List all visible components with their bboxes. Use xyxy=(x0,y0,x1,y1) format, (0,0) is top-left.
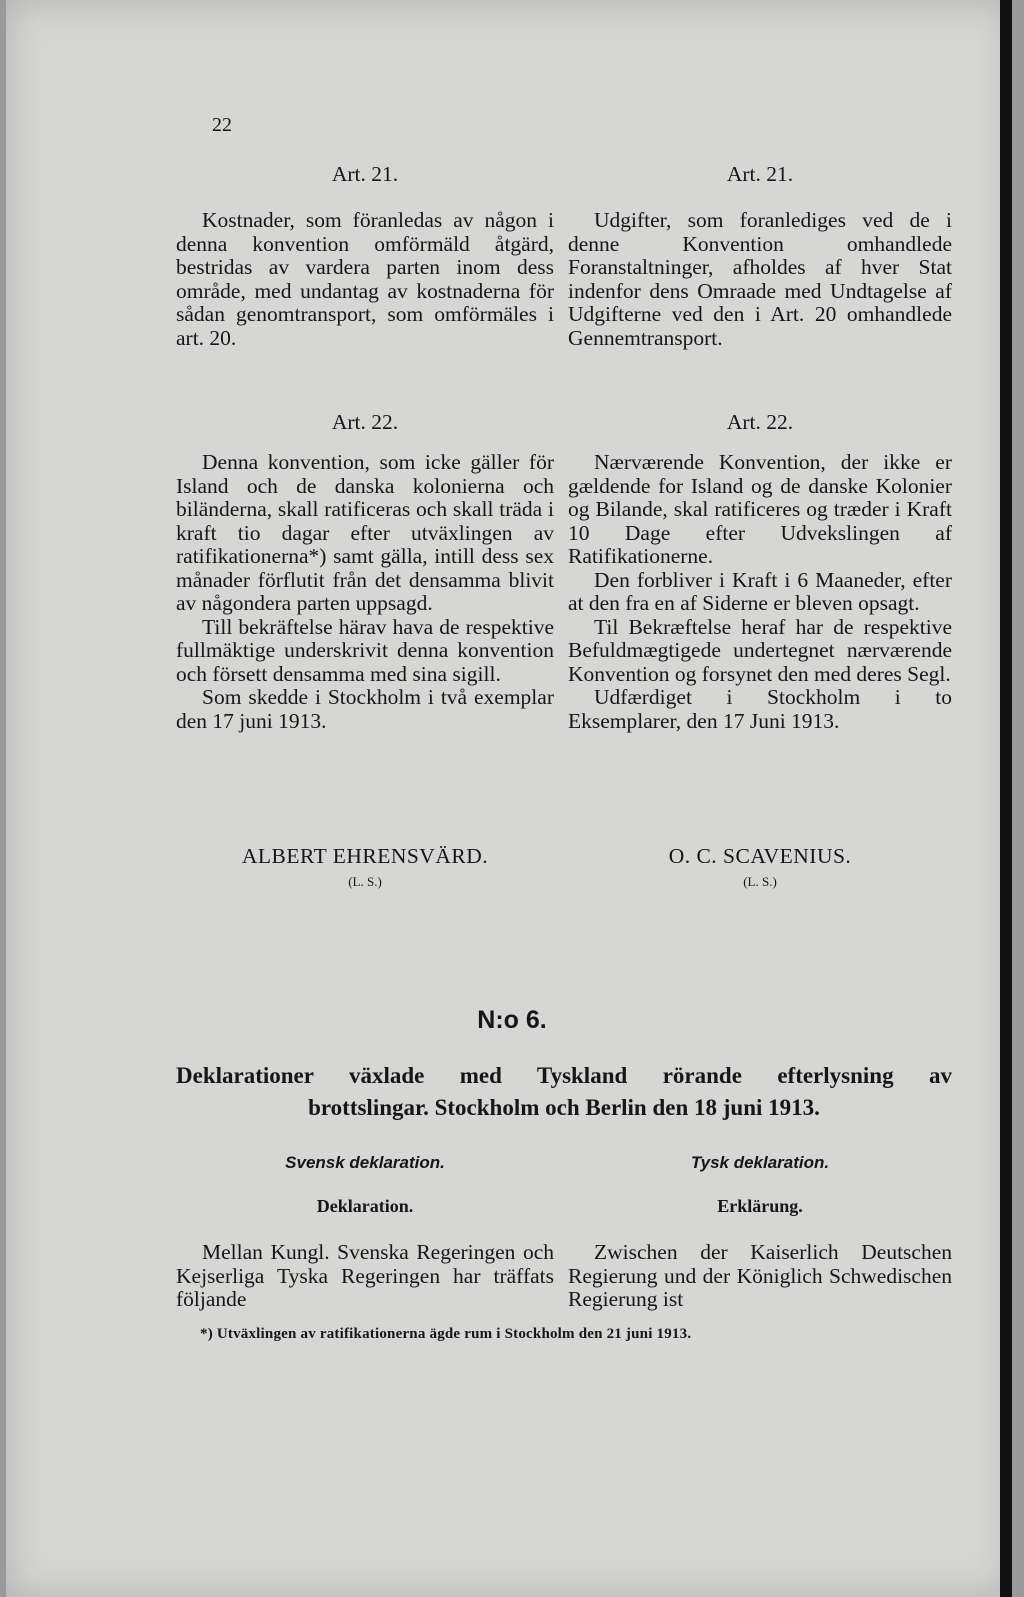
left-art21-heading: Art. 21. xyxy=(331,162,399,186)
left-seal: (L. S.) xyxy=(348,874,382,889)
right-art22-heading: Art. 22. xyxy=(726,410,794,434)
german-declaration-block xyxy=(568,1241,952,1312)
german-declaration-label: Tysk deklaration. xyxy=(690,1153,830,1172)
left-signature: ALBERT EHRENSVÄRD. xyxy=(241,844,489,868)
left-art22-p2: Till bekräftelse härav hava de respektive fullmäktige underskrivit denna konvention och försett densamma med sina sigill. xyxy=(176,614,554,686)
right-signature: O. C. SCAVENIUS. xyxy=(668,844,852,868)
right-art22-text-block xyxy=(568,451,952,733)
right-seal: (L. S.) xyxy=(743,874,777,889)
right-art21-text-block xyxy=(568,209,952,350)
page-number: 22 xyxy=(212,114,232,136)
left-art22-heading: Art. 22. xyxy=(331,410,399,434)
right-art22-p1: Nærværende Konvention, der ikke er gældende for Island og de danske Kolonier og Bilande, skal ratificeres og træder i Kraft 10 Dage efter Udvekslingen af Ratifikationerne. xyxy=(568,450,952,568)
footnote: *) Utväxlingen av ratifikationerna ägde rum i Stockholm den 21 juni 1913. xyxy=(200,1326,692,1342)
section-title-line1: Deklarationer växlade med Tyskland rörande efterlysning av xyxy=(176,1063,952,1088)
left-art22-p3: Som skedde i Stockholm i två exemplar den 17 juni 1913. xyxy=(176,685,554,733)
right-art22-p4: Udfærdiget i Stockholm i to Eksemplarer, den 17 Juni 1913. xyxy=(568,685,952,733)
right-art22-p3: Til Bekræftelse heraf har de respektive Befuldmægtigede undertegnet nærværende Konvention og forsynet den med deres Segl. xyxy=(568,614,952,686)
section-number: N:o 6. xyxy=(477,1006,547,1034)
left-art21-text: Kostnader, som föranledas av någon i denna konvention omförmäld åtgärd, bestridas av vardera parten inom dess område, med undantag av kostnaderna för sådan genomtransport, som omförmäles i art. 20. xyxy=(176,208,554,350)
german-declaration-heading: Erklärung. xyxy=(717,1196,803,1216)
section-title-line2: brottslingar. Stockholm och Berlin den 18 juni 1913. xyxy=(308,1095,820,1120)
right-art21-text: Udgifter, som foranlediges ved de i denne Konvention omhandlede Foranstaltninger, afholdes af hver Stat indenfor dens Omraade med Undtagelse af Udgifterne ved den i Art. 20 omhandlede Gennemtransport. xyxy=(568,208,952,350)
german-declaration-text: Zwischen der Kaiserlich Deutschen Regierung und der Königlich Schwedischen Regierung ist xyxy=(568,1240,952,1311)
left-art22-p1: Denna konvention, som icke gäller för Island och de danska kolonierna och biländerna, skall ratificeras och skall träda i kraft tio dagar efter utväxlingen av ratifikationerna*) samt gälla, intill dess sex månader förflutit från det densamma blivit av någondera parten uppsagd. xyxy=(176,450,554,615)
section-title xyxy=(176,1060,952,1124)
left-art22-text-block xyxy=(176,451,554,733)
right-art22-p2: Den forbliver i Kraft i 6 Maaneder, efter at den fra en af Siderne er bleven opsagt. xyxy=(568,567,952,615)
swedish-declaration-label: Svensk deklaration. xyxy=(285,1153,445,1172)
right-art21-heading: Art. 21. xyxy=(726,162,794,186)
left-art21-text-block xyxy=(176,209,554,350)
swedish-declaration-text: Mellan Kungl. Svenska Regeringen och Kejserliga Tyska Regeringen har träffats följande xyxy=(176,1240,554,1311)
swedish-declaration-block xyxy=(176,1241,554,1312)
page-edge-shadow xyxy=(1000,0,1012,1597)
swedish-declaration-heading: Deklaration. xyxy=(316,1196,414,1216)
